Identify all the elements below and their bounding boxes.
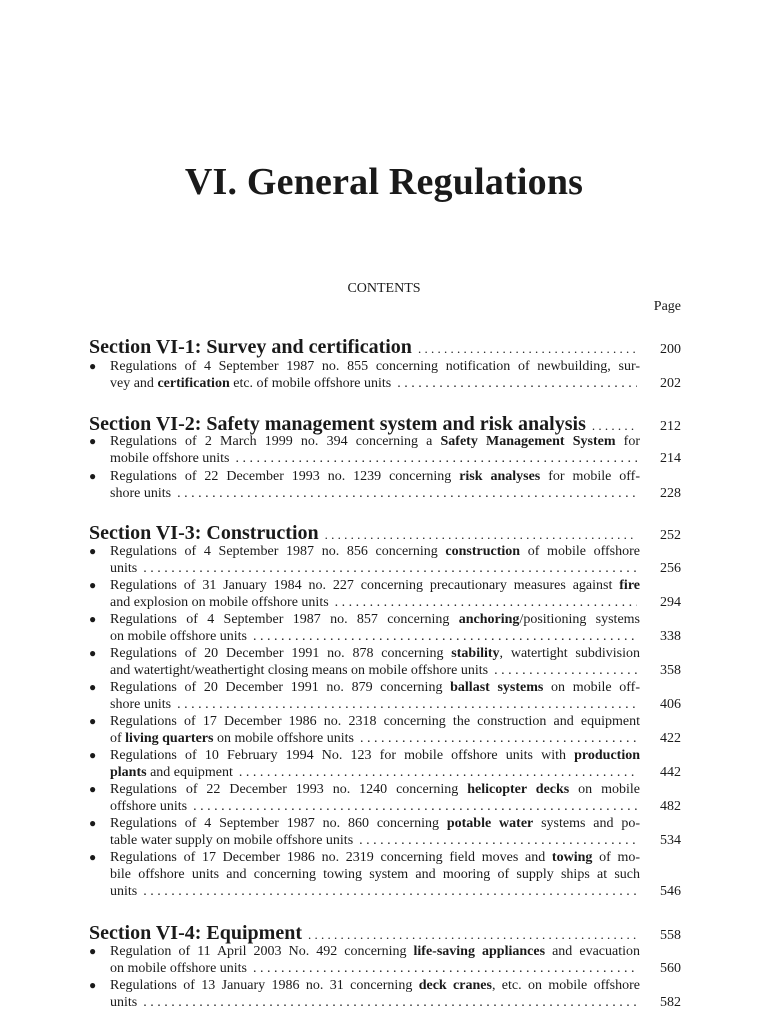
- entry-last-line: [110, 883, 681, 900]
- toc-entry: [89, 977, 681, 1011]
- entry-text: Regulations of 20 December 1991 no. 879 concerning: [110, 680, 451, 695]
- entry-line: [110, 358, 640, 375]
- bullet-icon: ●: [89, 646, 97, 660]
- entry-line: [110, 611, 640, 628]
- entry-text: Regulations of 22 December 1993 no. 1239 concerning: [110, 469, 460, 484]
- bullet-icon: ●: [89, 680, 97, 694]
- section-title: Section VI-3: Construction: [89, 522, 319, 544]
- entry-text: Regulations of 31 January 1984 no. 227 concerning precautionary measures against: [110, 578, 620, 593]
- dot-leader: [177, 485, 637, 502]
- entry-text: [110, 798, 187, 815]
- dot-leader: [143, 883, 637, 900]
- entry-page-number: 294: [660, 595, 681, 610]
- entry-text: etc. of mobile offshore units: [229, 376, 392, 391]
- entry-keyword: certification: [157, 376, 230, 391]
- dot-leader: [193, 798, 637, 815]
- toc-entry: [89, 433, 681, 467]
- entry-text: Regulations of 20 December 1991 no. 878 concerning: [110, 646, 452, 661]
- entry-text: Regulations of 2 March 1999 no. 394 concerning a: [110, 434, 441, 449]
- entry-last-line: [110, 594, 681, 611]
- entry-text: /positioning systems: [519, 612, 640, 627]
- toc-entry: [89, 781, 681, 815]
- entry-text: Regulations of 4 September 1987 no. 855 concerning notification of newbuilding, sur-: [110, 359, 640, 374]
- section-title: Section VI-4: Equipment: [89, 922, 302, 944]
- entry-text: on mobile off-: [543, 680, 640, 695]
- entry-last-line: [110, 798, 681, 815]
- entry-page-number: 214: [660, 451, 681, 466]
- entry-text: on mobile offshore units: [110, 629, 248, 644]
- entry-keyword: deck cranes: [418, 978, 492, 993]
- entry-last-line: [110, 730, 681, 747]
- entry-text: shore units: [110, 486, 172, 501]
- entry-text: Regulations of 17 December 1986 no. 2319 concerning field moves and: [110, 850, 552, 865]
- entry-text: Regulations of 13 January 1986 no. 31 concerning: [110, 978, 419, 993]
- page-title: VI. General Regulations: [184, 161, 584, 203]
- entry-text: [110, 375, 391, 392]
- entry-text: of mobile offshore: [520, 544, 640, 559]
- entry-text: Regulation of 11 April 2003 No. 492 concerning: [110, 944, 414, 959]
- entry-text: for mobile off-: [540, 469, 640, 484]
- entry-text: [110, 662, 488, 679]
- entry-page-number: 546: [660, 884, 681, 899]
- dot-leader: [335, 594, 637, 611]
- entry-page-number: 482: [660, 799, 681, 814]
- dot-leader: [143, 994, 637, 1011]
- section-page-number: 252: [660, 528, 681, 543]
- toc-entry: [89, 468, 681, 502]
- entry-last-line: [110, 560, 681, 577]
- dot-leader: [592, 418, 637, 434]
- entry-line: [110, 468, 640, 485]
- entry-line: [110, 679, 640, 696]
- entry-text: Regulations of 22 December 1993 no. 1240 concerning: [110, 782, 468, 797]
- entry-last-line: [110, 994, 681, 1011]
- entry-text: of mo-: [592, 850, 640, 865]
- entry-text: [110, 450, 230, 467]
- entry-text: on mobile: [569, 782, 640, 797]
- toc-entry: [89, 679, 681, 713]
- entry-text: , etc. on mobile offshore: [491, 978, 640, 993]
- entry-text: mobile offshore units: [110, 451, 230, 466]
- entry-text: [110, 560, 137, 577]
- toc-entry: [89, 358, 681, 392]
- entry-last-line: [110, 450, 681, 467]
- toc-entry: [89, 577, 681, 611]
- bullet-icon: ●: [89, 816, 97, 830]
- entry-last-line: [110, 832, 681, 849]
- entry-text: for: [615, 434, 640, 449]
- entry-last-line: [110, 960, 681, 977]
- bullet-icon: ●: [89, 944, 97, 958]
- toc-entry: [89, 943, 681, 977]
- entry-page-number: 202: [660, 376, 681, 391]
- entry-line: [110, 849, 640, 866]
- entry-text: bile offshore units and concerning towing system and mooring of supply ships at such: [110, 867, 640, 882]
- section-page-number: 212: [660, 419, 681, 434]
- entry-last-line: [110, 764, 681, 781]
- entry-text: units: [110, 561, 138, 576]
- contents-heading: CONTENTS: [347, 281, 421, 296]
- entry-page-number: 256: [660, 561, 681, 576]
- entry-line: [110, 433, 640, 450]
- entry-keyword: potable water: [446, 816, 534, 831]
- bullet-icon: ●: [89, 782, 97, 796]
- entry-line: [110, 866, 640, 883]
- entry-text: offshore units: [110, 799, 188, 814]
- bullet-icon: ●: [89, 434, 97, 448]
- entry-text: and equipment: [146, 765, 233, 780]
- entry-text: [110, 764, 233, 781]
- entry-last-line: [110, 662, 681, 679]
- bullet-icon: ●: [89, 714, 97, 728]
- entry-keyword: construction: [445, 544, 521, 559]
- entry-text: and watertight/weathertight closing means on mobile offshore units: [110, 663, 489, 678]
- section-heading-row: [89, 922, 681, 945]
- entry-keyword: production: [574, 748, 640, 763]
- section-heading-row: [89, 336, 681, 359]
- entry-line: [110, 977, 640, 994]
- entry-text: table water supply on mobile offshore units: [110, 833, 354, 848]
- bullet-icon: ●: [89, 978, 97, 992]
- entry-keyword: ballast systems: [450, 680, 544, 695]
- entry-text: shore units: [110, 697, 172, 712]
- entry-line: [110, 815, 640, 832]
- entry-text: , watertight subdivision: [499, 646, 640, 661]
- toc-entry: [89, 713, 681, 747]
- bullet-icon: ●: [89, 578, 97, 592]
- entry-text: on mobile offshore units: [110, 961, 248, 976]
- toc-entry: [89, 611, 681, 645]
- entry-text: [110, 994, 137, 1011]
- toc-entry: [89, 849, 681, 900]
- entry-text: of: [110, 731, 126, 746]
- dot-leader: [253, 628, 637, 645]
- entry-text: [110, 628, 247, 645]
- entry-text: units: [110, 884, 138, 899]
- dot-leader: [239, 764, 637, 781]
- section-page-number: 200: [660, 342, 681, 357]
- dot-leader: [359, 832, 637, 849]
- entry-text: Regulations of 17 December 1986 no. 2318 concerning the construction and equipment: [110, 714, 640, 729]
- entry-last-line: [110, 696, 681, 713]
- entry-text: Regulations of 4 September 1987 no. 856 concerning: [110, 544, 446, 559]
- bullet-icon: ●: [89, 544, 97, 558]
- entry-text: [110, 730, 354, 747]
- entry-text: and evacuation: [545, 944, 640, 959]
- entry-line: [110, 645, 640, 662]
- toc-entry: [89, 543, 681, 577]
- bullet-icon: ●: [89, 612, 97, 626]
- entry-page-number: 560: [660, 961, 681, 976]
- page-column-heading: Page: [653, 299, 681, 314]
- entry-text: on mobile offshore units: [213, 731, 354, 746]
- entry-keyword: living quarters: [125, 731, 214, 746]
- bullet-icon: ●: [89, 748, 97, 762]
- entry-keyword: stability: [451, 646, 500, 661]
- entry-page-number: 442: [660, 765, 681, 780]
- dot-leader: [494, 662, 637, 679]
- entry-keyword: towing: [551, 850, 593, 865]
- entry-keyword: helicopter decks: [467, 782, 570, 797]
- entry-text: systems and po-: [533, 816, 640, 831]
- entry-page-number: 406: [660, 697, 681, 712]
- entry-line: [110, 747, 640, 764]
- entry-text: [110, 485, 171, 502]
- entry-page-number: 534: [660, 833, 681, 848]
- toc-entry: [89, 645, 681, 679]
- entry-page-number: 338: [660, 629, 681, 644]
- entry-text: Regulations of 4 September 1987 no. 857 concerning: [110, 612, 459, 627]
- section-title: Section VI-2: Safety management system and risk analysis: [89, 413, 586, 435]
- entry-last-line: [110, 628, 681, 645]
- dot-leader: [236, 450, 637, 467]
- entry-text: vey and: [110, 376, 158, 391]
- entry-text: Regulations of 10 February 1994 No. 123 for mobile offshore units with: [110, 748, 575, 763]
- toc-entry: [89, 747, 681, 781]
- entry-line: [110, 781, 640, 798]
- entry-text: Regulations of 4 September 1987 no. 860 concerning: [110, 816, 447, 831]
- entry-keyword: plants: [110, 765, 147, 780]
- bullet-icon: ●: [89, 850, 97, 864]
- entry-text: and explosion on mobile offshore units: [110, 595, 329, 610]
- entry-keyword: Safety Management System: [440, 434, 616, 449]
- bullet-icon: ●: [89, 469, 97, 483]
- entry-line: [110, 943, 640, 960]
- dot-leader: [177, 696, 637, 713]
- entry-last-line: [110, 375, 681, 392]
- entry-text: [110, 832, 353, 849]
- entry-last-line: [110, 485, 681, 502]
- entry-line: [110, 713, 640, 730]
- dot-leader: [308, 927, 637, 943]
- entry-page-number: 582: [660, 995, 681, 1010]
- entry-line: [110, 543, 640, 560]
- entry-line: [110, 577, 640, 594]
- bullet-icon: ●: [89, 359, 97, 373]
- dot-leader: [418, 341, 637, 357]
- entry-page-number: 228: [660, 486, 681, 501]
- entry-text: [110, 883, 137, 900]
- dot-leader: [325, 527, 637, 543]
- entry-keyword: risk analyses: [459, 469, 541, 484]
- toc-entry: [89, 815, 681, 849]
- dot-leader: [253, 960, 637, 977]
- entry-keyword: life-saving appliances: [413, 944, 546, 959]
- dot-leader: [397, 375, 637, 392]
- section-page-number: 558: [660, 928, 681, 943]
- section-title: Section VI-1: Survey and certification: [89, 336, 412, 358]
- entry-page-number: 422: [660, 731, 681, 746]
- entry-text: [110, 594, 329, 611]
- entry-text: [110, 960, 247, 977]
- entry-keyword: anchoring: [458, 612, 520, 627]
- entry-page-number: 358: [660, 663, 681, 678]
- entry-text: units: [110, 995, 138, 1010]
- dot-leader: [143, 560, 637, 577]
- entry-keyword: fire: [619, 578, 640, 593]
- entry-text: [110, 696, 171, 713]
- section-heading-row: [89, 522, 681, 545]
- dot-leader: [360, 730, 637, 747]
